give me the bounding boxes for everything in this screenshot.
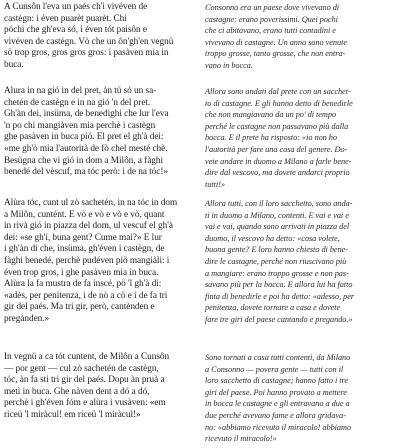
- italian-translation: Allora sono andati dal prete con un sacchet- to di castagne. E gli hanno detto di benedirle che non mangiavano da un po' di tempo perché le castagne non passavano più dalla bocca. E il prete ha risposto: «io non ho l'autorità per fare una cosa del genere. Do- vete andare in duomo a Milano a farle bene- dire dal vescovo, ma dovete andarci proprio tutti!»: [205, 87, 353, 189]
- dialect-text: Alura in na gió in del pret, àn tü só un sa- chetén de castègn e in na gió 'n del pret. Gh'àn dei, insüma, de benedighi che lur l'eva 'n po chi mangiàven mia perchè i castègn ghe pasàven in buca piö. El pret el gh'à dei: «me gh'ò mia l'autorità de fò chel mesté chè. Besügna che vi gió in dom a Milôn, a fàghi benedé del vèscuf, ma tóc però: i de na tóc!»: [4, 86, 169, 178]
- dialect-text: Alùra tóc, cunt ul zò sachetén, in na tóc in dom a Milôn, cuntént. E vò e vò e vò e vò, quant in rivà gió in piazza del dom, ul vescuf el gh'à dei: «se gh'í, buna gent? Cume mai?» E lur i gh'àn di che, insüma, gh'éven i castègn, de fàghi benedé, perchè pudéven piö mangiàli: i éven trop gros, i ghe pasàven mia in buca. Alùra la fa mustra de fa inscé, pö 'l gh'à di: «adès, per penitenza, i de nò a cö e i de fa tri gir del paés. Ma tri gir, però, cantènden e pregànden.»: [4, 198, 178, 324]
- italian-translation: Allora tutti, con il loro sacchetto, sono anda- ti in duomo a Milano, contenti. E vai e vai e vai e vai, quando sono arrivati in piazza del duomo, il vescovo ha detto: «cosa volete, buona gente? E loro hanno chiesto di bene- dire le castagne, perché non riuscivano più a mangiare: erano troppo grosse e non pas- savano più per la bocca. E allora lui ha fatto finta di benedirle e poi ha detto: «adesso, per penitenza, dovete tornare a casa e dovete fare tre giri del paese cantando e pregando.»: [205, 199, 355, 324]
- italian-translation: Sono tornati a casa tutti contenti, da Milano a Consonno — povera gente — tutti con il loro sacchetto di castagne; hanno fatto i tre giri del paese. Poi hanno provato a mettere in bocca le castagne e gli entravano a due a due perché avevano fame e allora gridava- no: «abbiamo ricevuto il miracolo! abbiamo ricevuto il miracolo!»: [205, 353, 352, 444]
- dialect-text: In vegnü a ca tót cuntent, de Milôn a Cunsôn — por gent — cul zò sachetén de castègn, tóc, àn fa sti tri gir del paés. Dopu àn pruà a metì in buca. Ghe nàven dent a dó a dó, perchè i gh'éven fóm e alùra i vusàven: «em riceü 'l miràcul! em riceü 'l miràcul!»: [4, 352, 170, 420]
- italian-translation: Consonno era un paese dove vivevano di castagne: erano poverissimi. Quei pochi che ci abitavano, erano tutti contadini e vivevano di castagne. Un anno sono venute troppo grosse, tanto grosse, che non entra- vano in bocca.: [205, 3, 347, 70]
- dialect-text: A Cunsôn l'eva un paés ch'i vivéven de castègn: i éven puarèt puarèt. Chi póchi che gh'eva só, i éven tót paisôn e vivéven de castègn. Vò che un ôn'gh'en vegnü sö trop gros, gros gros gros: i pasàven mia in buca.: [4, 2, 174, 70]
